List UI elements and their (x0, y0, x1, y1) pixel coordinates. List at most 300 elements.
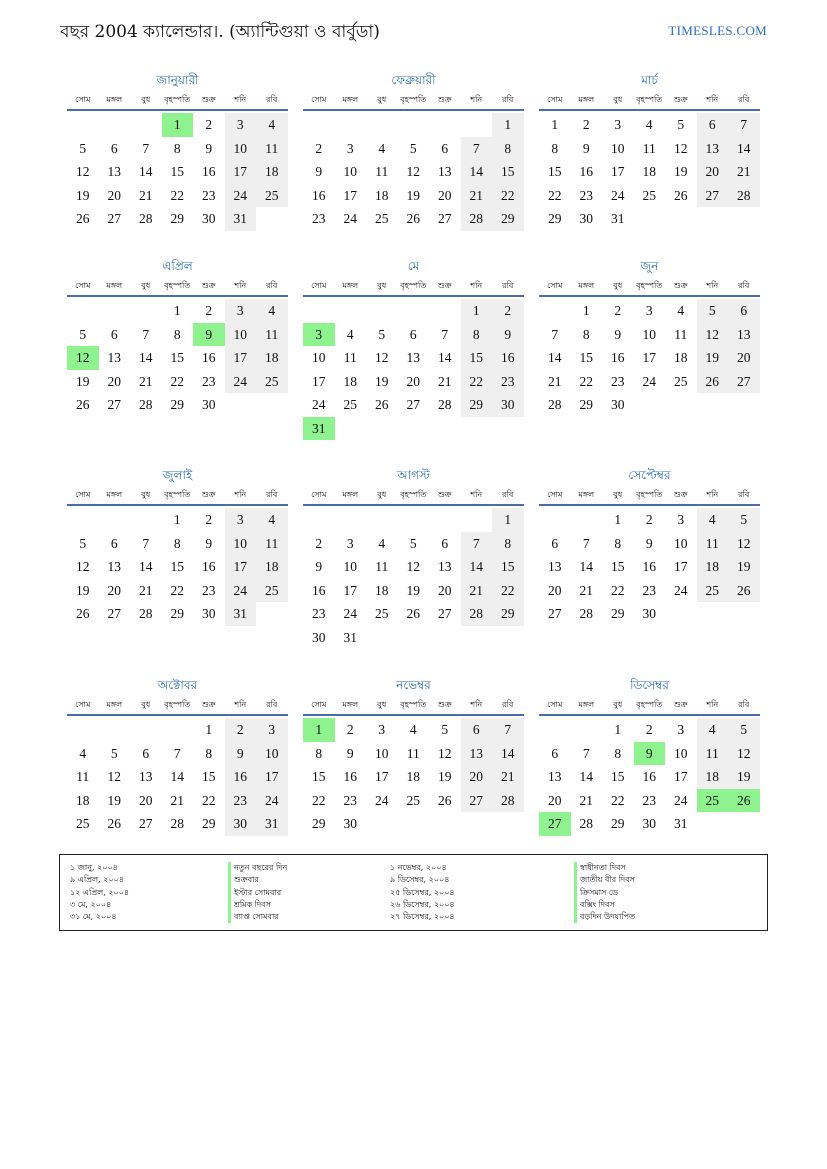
legend-holiday-name: নতুন বছরের দিন (228, 862, 287, 874)
day-cell: 20 (406, 373, 420, 389)
day-cell: 11 (697, 742, 729, 766)
empty-cell (429, 113, 461, 137)
weekday-label: শনি (706, 700, 719, 709)
day-cell: 8 (551, 140, 559, 156)
day-cell: 6 (441, 140, 449, 156)
day-cell: 16 (202, 350, 216, 365)
day-cell: 9 (315, 559, 323, 574)
weekday-header (303, 486, 524, 506)
day-cell: 17 (225, 346, 257, 370)
day-cell: 14 (139, 559, 153, 574)
weekday-label: শুক্র (201, 700, 216, 709)
weekday-label: বুধ (613, 700, 623, 709)
day-cell: 18 (375, 187, 389, 203)
day-cell: 9 (582, 140, 590, 156)
day-cell: 4 (378, 535, 386, 551)
legend-date: ৯ ডিসেম্বর, ২০০৪ (390, 875, 450, 885)
day-cell: 18 (256, 160, 288, 184)
day-cell: 18 (697, 765, 729, 789)
day-cell: 4 (256, 508, 288, 532)
day-cell: 6 (697, 113, 729, 137)
weekday-header (67, 91, 288, 111)
day-cell: 11 (697, 532, 729, 556)
day-cell: 2 (582, 117, 590, 132)
day-cell: 24 (225, 370, 257, 394)
day-cell: 27 (728, 370, 760, 394)
weekday-label: মঙ্গল (342, 95, 359, 104)
day-cell: 3 (378, 722, 386, 737)
day-cell: 27 (139, 816, 153, 831)
day-cell: 20 (697, 160, 729, 184)
day-cell: 11 (343, 350, 357, 365)
empty-cell (99, 113, 131, 137)
day-cell: 30 (202, 606, 216, 621)
empty-cell (461, 508, 493, 532)
day-cell: 20 (107, 187, 121, 203)
weekday-label: শনি (234, 95, 247, 104)
day-cell: 17 (642, 350, 656, 365)
day-cell: 19 (728, 555, 760, 579)
day-cell: 5 (677, 117, 685, 132)
day-cell: 13 (548, 769, 562, 784)
day-cell: 13 (697, 137, 729, 161)
day-cell: 14 (579, 559, 593, 574)
legend-holiday-name: বক্সিং দিবস (574, 899, 635, 911)
day-cell: 5 (697, 299, 729, 323)
weekday-label: রবি (266, 490, 278, 499)
day-cell: 26 (406, 211, 420, 226)
day-cell: 19 (728, 765, 760, 789)
day-cell: 1 (461, 299, 493, 323)
legend-dates-col-1 (70, 862, 129, 923)
weekday-label: মঙ্গল (342, 700, 359, 709)
day-cell: 16 (312, 187, 326, 203)
day-cell: 12 (406, 164, 420, 179)
day-cell: 13 (461, 742, 493, 766)
day-cell: 7 (142, 140, 150, 156)
day-cell: 21 (548, 373, 562, 389)
day-cell: 9 (205, 140, 213, 156)
day-cell: 2 (205, 303, 213, 318)
day-cell: 17 (225, 555, 257, 579)
day-cell: 12 (76, 164, 90, 179)
day-cell: 18 (76, 792, 90, 808)
day-cell: 15 (202, 769, 216, 784)
day-cell: 11 (256, 137, 288, 161)
day-cell: 7 (461, 137, 493, 161)
empty-cell (539, 508, 571, 532)
day-cell: 1 (173, 512, 181, 527)
month-calendar (67, 676, 288, 836)
empty-cell (67, 299, 99, 323)
day-cell: 20 (461, 765, 493, 789)
day-cell: 2 (315, 140, 323, 156)
day-cell: 29 (170, 397, 184, 412)
day-cell: 21 (579, 582, 593, 598)
day-cell: 5 (110, 745, 118, 761)
day-cell: 28 (139, 211, 153, 226)
empty-cell (335, 113, 367, 137)
weekday-label: শনি (470, 95, 483, 104)
day-cell: 13 (548, 559, 562, 574)
weekday-label: সোম (75, 95, 91, 104)
month-name: সেপ্টেম্বর (628, 468, 671, 482)
day-cell: 15 (312, 769, 326, 784)
day-cell: 20 (438, 187, 452, 203)
legend-date: ৩১ মে, ২০০৪ (70, 912, 117, 922)
day-cell: 7 (582, 745, 590, 761)
day-cell: 28 (579, 606, 593, 621)
weekday-header (303, 696, 524, 716)
day-cell: 8 (315, 745, 323, 761)
weekday-label: রবি (266, 281, 278, 290)
empty-cell (335, 299, 367, 323)
day-cell: 22 (611, 792, 625, 808)
day-cell: 29 (611, 816, 625, 831)
day-cell: 14 (139, 350, 153, 365)
weekday-label: মঙ্গল (578, 490, 595, 499)
legend-names-col-1 (228, 862, 287, 923)
day-cell: 10 (642, 326, 656, 342)
day-cell: 25 (406, 792, 420, 808)
day-cell: 10 (343, 164, 357, 179)
day-cell: 21 (728, 160, 760, 184)
weekday-label: মঙ্গল (106, 700, 123, 709)
day-cell: 10 (375, 745, 389, 761)
empty-cell (571, 508, 603, 532)
day-cell: 29 (579, 397, 593, 412)
day-cell: 25 (674, 373, 688, 389)
month-name: ফেব্রুয়ারী (391, 73, 436, 87)
day-cell: 2 (205, 117, 213, 132)
day-cell: 23 (202, 582, 216, 598)
month-calendar (303, 71, 524, 231)
day-cell: 7 (142, 535, 150, 551)
day-cell: 10 (611, 140, 625, 156)
weekday-label: শনি (706, 490, 719, 499)
weekday-header (303, 277, 524, 297)
day-cell: 26 (438, 792, 452, 808)
weekday-label: সোম (547, 490, 563, 499)
day-cell: 8 (205, 745, 213, 761)
day-cell: 23 (343, 792, 357, 808)
day-cell: 22 (492, 579, 524, 603)
day-cell: 27 (548, 606, 562, 621)
day-grid (539, 716, 760, 836)
day-cell: 28 (461, 602, 493, 626)
legend-date: ১ নভেম্বর, ২০০৪ (390, 863, 447, 872)
month-name: নভেম্বর (396, 678, 431, 692)
day-cell: 11 (674, 326, 688, 342)
day-cell: 11 (256, 532, 288, 556)
weekday-label: বুধ (141, 700, 151, 709)
day-cell: 25 (76, 816, 90, 831)
day-cell: 2 (205, 512, 213, 527)
day-cell: 6 (551, 745, 559, 761)
empty-cell (130, 113, 162, 137)
day-cell: 28 (492, 789, 524, 813)
day-cell: 30 (579, 211, 593, 226)
weekday-label: বৃহস্পতি (164, 95, 191, 104)
weekday-label: সোম (547, 700, 563, 709)
month-name: জুন (640, 259, 659, 273)
day-cell: 12 (438, 745, 452, 761)
day-cell: 26 (76, 397, 90, 412)
weekday-label: রবি (266, 95, 278, 104)
day-cell: 1 (492, 508, 524, 532)
holiday-legend (59, 854, 768, 931)
day-cell: 3 (645, 303, 653, 318)
empty-cell (130, 508, 162, 532)
legend-holiday-name: শুক্রবার (228, 874, 287, 886)
holiday-day-cell: 1 (162, 113, 194, 137)
day-cell: 6 (110, 326, 118, 342)
day-cell: 20 (107, 373, 121, 389)
day-cell: 29 (170, 606, 184, 621)
weekday-label: সোম (311, 95, 327, 104)
day-cell: 5 (79, 140, 87, 156)
day-cell: 5 (79, 535, 87, 551)
weekday-label: মঙ্গল (106, 95, 123, 104)
weekday-label: শুক্র (201, 95, 216, 104)
day-cell: 13 (107, 350, 121, 365)
day-cell: 11 (642, 140, 656, 156)
day-cell: 25 (256, 579, 288, 603)
day-cell: 18 (256, 346, 288, 370)
day-cell: 21 (139, 373, 153, 389)
day-cell: 15 (579, 350, 593, 365)
day-cell: 21 (461, 184, 493, 208)
day-grid (303, 506, 524, 649)
day-cell: 3 (677, 722, 685, 737)
day-cell: 15 (170, 559, 184, 574)
day-cell: 19 (406, 187, 420, 203)
weekday-label: বৃহস্পতি (400, 281, 427, 290)
day-cell: 11 (375, 559, 389, 574)
day-cell: 14 (579, 769, 593, 784)
day-cell: 16 (312, 582, 326, 598)
weekday-label: বৃহস্পতি (400, 490, 427, 499)
day-cell: 16 (225, 765, 257, 789)
day-cell: 12 (375, 350, 389, 365)
day-cell: 3 (225, 113, 257, 137)
day-cell: 3 (346, 140, 354, 156)
day-cell: 27 (461, 789, 493, 813)
weekday-label: বুধ (377, 95, 387, 104)
day-cell: 3 (346, 535, 354, 551)
month-calendar (539, 466, 760, 626)
day-cell: 3 (614, 117, 622, 132)
weekday-label: বুধ (141, 95, 151, 104)
day-cell: 24 (375, 792, 389, 808)
weekday-label: শনি (234, 281, 247, 290)
day-cell: 8 (173, 140, 181, 156)
day-cell: 20 (728, 346, 760, 370)
weekday-label: মঙ্গল (342, 281, 359, 290)
day-cell: 10 (674, 745, 688, 761)
holiday-day-cell: 25 (697, 789, 729, 813)
day-cell: 21 (579, 792, 593, 808)
empty-cell (571, 718, 603, 742)
day-cell: 6 (551, 535, 559, 551)
day-cell: 6 (142, 745, 150, 761)
month-calendar (539, 676, 760, 836)
day-cell: 24 (256, 789, 288, 813)
day-cell: 10 (225, 137, 257, 161)
day-cell: 6 (728, 299, 760, 323)
day-cell: 17 (312, 373, 326, 389)
day-cell: 26 (406, 606, 420, 621)
day-cell: 11 (406, 745, 420, 761)
legend-date: ৯ এপ্রিল, ২০০৪ (70, 875, 124, 885)
legend-dates-col-2 (390, 862, 455, 923)
weekday-label: বৃহস্পতি (164, 700, 191, 709)
day-cell: 22 (579, 373, 593, 389)
day-cell: 17 (674, 769, 688, 784)
weekday-label: বৃহস্পতি (636, 281, 663, 290)
weekday-label: শনি (234, 490, 247, 499)
day-cell: 1 (551, 117, 559, 132)
day-cell: 8 (614, 535, 622, 551)
weekday-label: সোম (311, 281, 327, 290)
empty-cell (130, 299, 162, 323)
day-cell: 17 (343, 582, 357, 598)
day-cell: 12 (728, 742, 760, 766)
day-cell: 20 (139, 792, 153, 808)
day-grid (67, 111, 288, 231)
legend-date: ২৫ ডিসেম্বর, ২০০৪ (390, 887, 455, 897)
legend-date: ৩ মে, ২০০৪ (70, 899, 112, 909)
day-grid (303, 297, 524, 440)
day-cell: 5 (409, 535, 417, 551)
weekday-label: সোম (311, 490, 327, 499)
day-cell: 8 (492, 137, 524, 161)
weekday-label: বৃহস্পতি (636, 95, 663, 104)
day-cell: 29 (492, 602, 524, 626)
month-calendar (303, 466, 524, 649)
day-cell: 23 (202, 373, 216, 389)
weekday-label: রবি (738, 490, 750, 499)
holiday-day-cell: 26 (728, 789, 760, 813)
empty-cell (335, 508, 367, 532)
day-cell: 24 (611, 187, 625, 203)
day-grid (303, 716, 524, 836)
day-cell: 22 (170, 373, 184, 389)
month-calendar (539, 257, 760, 417)
day-cell: 21 (139, 187, 153, 203)
day-cell: 22 (170, 582, 184, 598)
weekday-label: বুধ (377, 700, 387, 709)
weekday-label: বুধ (377, 281, 387, 290)
day-cell: 26 (107, 816, 121, 831)
weekday-label: শুক্র (437, 281, 452, 290)
empty-cell (303, 508, 335, 532)
weekday-label: বুধ (613, 490, 623, 499)
legend-date: ১২ এপ্রিল, ২০০৪ (70, 887, 130, 897)
day-cell: 23 (225, 789, 257, 813)
empty-cell (461, 113, 493, 137)
day-cell: 2 (645, 722, 653, 737)
day-cell: 7 (142, 326, 150, 342)
day-cell: 29 (170, 211, 184, 226)
day-cell: 29 (548, 211, 562, 226)
day-cell: 17 (256, 765, 288, 789)
month-name: জানুয়ারী (156, 73, 199, 87)
day-cell: 20 (438, 582, 452, 598)
day-cell: 18 (642, 164, 656, 179)
day-cell: 27 (107, 397, 121, 412)
day-cell: 29 (202, 816, 216, 831)
day-grid (539, 111, 760, 231)
day-cell: 29 (611, 606, 625, 621)
day-cell: 19 (76, 373, 90, 389)
day-grid (67, 506, 288, 626)
day-cell: 4 (378, 140, 386, 156)
day-cell: 9 (315, 164, 323, 179)
day-cell: 24 (674, 792, 688, 808)
day-cell: 25 (256, 370, 288, 394)
day-grid (539, 297, 760, 417)
day-cell: 24 (225, 579, 257, 603)
brand-link[interactable]: TIMESLES.COM (668, 23, 767, 38)
holiday-day-cell: 9 (634, 742, 666, 766)
day-cell: 16 (343, 769, 357, 784)
day-cell: 23 (611, 373, 625, 389)
holiday-day-cell: 12 (67, 346, 99, 370)
day-cell: 15 (461, 346, 493, 370)
day-cell: 24 (674, 582, 688, 598)
month-calendar (539, 71, 760, 231)
weekday-label: বৃহস্পতি (636, 700, 663, 709)
day-cell: 31 (256, 812, 288, 836)
day-cell: 14 (492, 742, 524, 766)
day-cell: 18 (674, 350, 688, 365)
weekday-label: শুক্র (201, 281, 216, 290)
day-cell: 27 (406, 397, 420, 412)
weekday-label: রবি (502, 490, 514, 499)
day-cell: 9 (645, 535, 653, 551)
day-cell: 28 (170, 816, 184, 831)
day-cell: 19 (406, 582, 420, 598)
day-cell: 1 (614, 512, 622, 527)
day-cell: 4 (697, 508, 729, 532)
day-cell: 28 (139, 606, 153, 621)
empty-cell (67, 113, 99, 137)
weekday-label: মঙ্গল (106, 281, 123, 290)
day-cell: 20 (548, 792, 562, 808)
day-cell: 14 (461, 160, 493, 184)
empty-cell (366, 508, 398, 532)
day-cell: 20 (107, 582, 121, 598)
day-cell: 30 (312, 629, 326, 645)
day-cell: 14 (170, 769, 184, 784)
empty-cell (67, 508, 99, 532)
day-cell: 16 (202, 559, 216, 574)
day-cell: 14 (139, 164, 153, 179)
empty-cell (539, 299, 571, 323)
weekday-label: মঙ্গল (578, 281, 595, 290)
day-cell: 3 (677, 512, 685, 527)
day-cell: 23 (642, 582, 656, 598)
day-cell: 31 (343, 629, 357, 645)
weekday-header (67, 277, 288, 297)
day-cell: 16 (611, 350, 625, 365)
day-cell: 5 (378, 326, 386, 342)
weekday-label: বুধ (613, 281, 623, 290)
day-cell: 11 (256, 323, 288, 347)
day-cell: 29 (492, 207, 524, 231)
day-cell: 15 (170, 350, 184, 365)
